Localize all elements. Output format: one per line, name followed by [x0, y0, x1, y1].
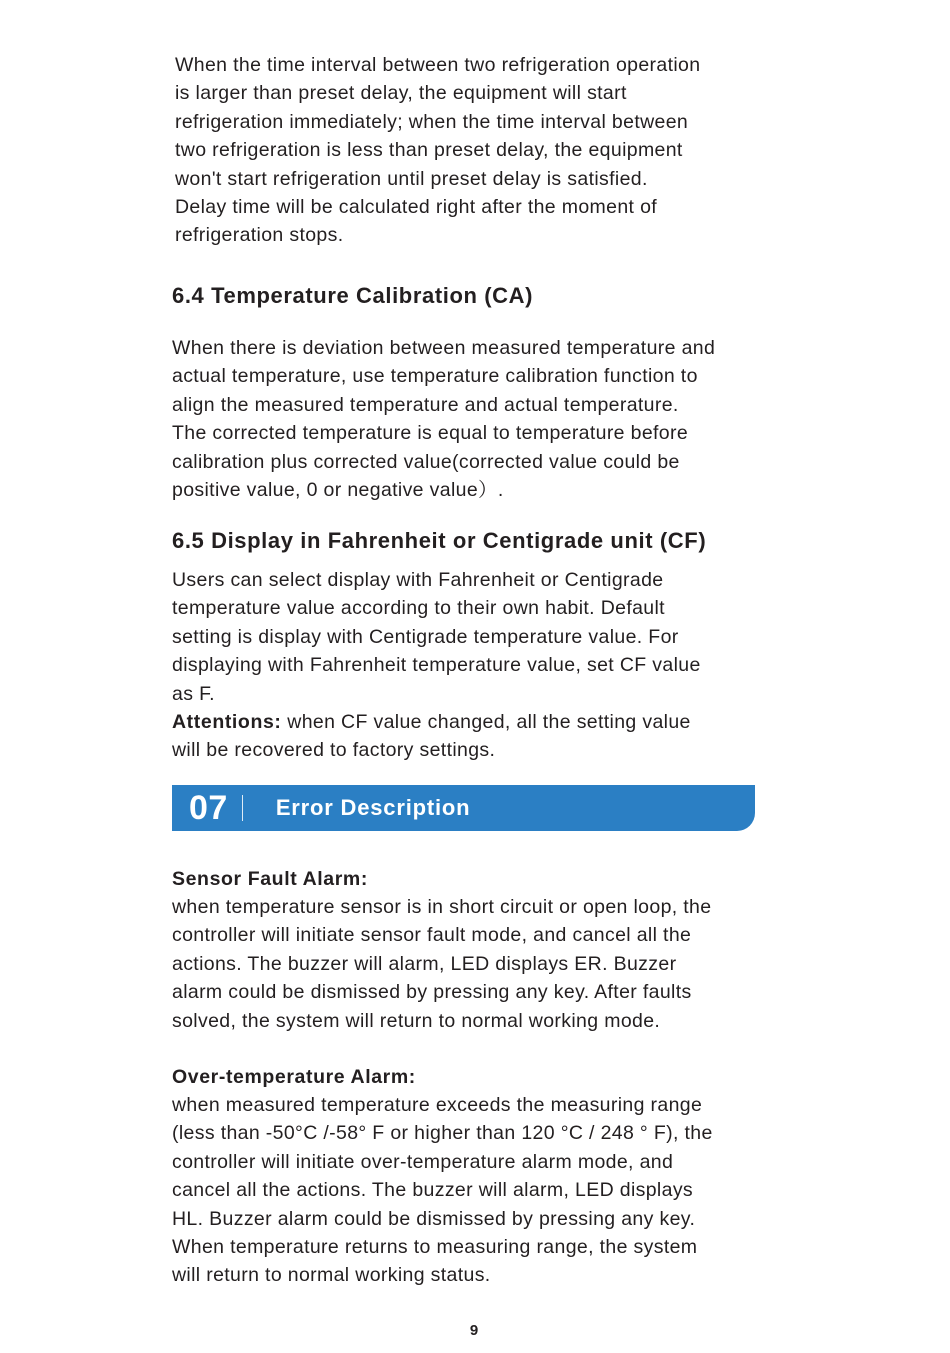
attention-note [172, 708, 812, 765]
over-temp-body: when measured temperature exceeds the measuring range (less than -50°C /-58° F or higher than 120 °C / 248 ° F), the controller will initiate over-temperature alarm mode, and cancel all the actions. The buzzer will alarm, LED displays HL. Buzzer alarm could be dismissed by pressing any key. When temperature returns to measuring range, the system will return to normal working status. [172, 1094, 713, 1287]
section-6-4-body: When there is deviation between measured temperature and actual temperature, use temperature calibration function to align the measured temperature and actual temperature. The corrected temperature is equal to temperature before calibration plus corrected value(corrected value could be positive value, 0 or negative value）. [172, 337, 716, 502]
page-number: 9 [469, 1322, 479, 1339]
chapter-number: 07 [189, 788, 228, 827]
sensor-fault-body: when temperature sensor is in short circuit or open loop, the controller will initiate sensor fault mode, and cancel all the actions. The buzzer will alarm, LED displays ER. Buzzer alarm could be dismissed by pressing any key. After faults solved, the system will return to normal working mode. [172, 896, 712, 1032]
chapter-banner [172, 785, 755, 831]
attention-label: Attentions: [172, 711, 282, 733]
section-6-4-heading: 6.4 Temperature Calibration (CA) [172, 283, 534, 308]
chapter-title: Error Description [275, 795, 471, 820]
attention-text: when CF value changed, all the setting value will be recovered to factory settings. [172, 711, 691, 762]
banner-divider [242, 795, 243, 821]
section-6-5-heading: 6.5 Display in Fahrenheit or Centigrade unit (CF) [172, 528, 707, 553]
over-temp-label: Over-temperature Alarm: [172, 1066, 416, 1088]
delay-paragraph: When the time interval between two refrigeration operation is larger than preset delay, the equipment will start refrigeration immediately; when the time interval between two refrigeration is less than preset delay, the equipment won't start refrigeration until preset delay is satisfied. Delay time will be calculated right after the moment of refrigeration stops. [175, 54, 701, 247]
section-6-5-body: Users can select display with Fahrenheit or Centigrade temperature value according to their own habit. Default setting is display with Centigrade temperature value. For displaying with Fahrenheit temperature value, set CF value as F. [172, 569, 701, 705]
sensor-fault-label: Sensor Fault Alarm: [172, 868, 368, 890]
